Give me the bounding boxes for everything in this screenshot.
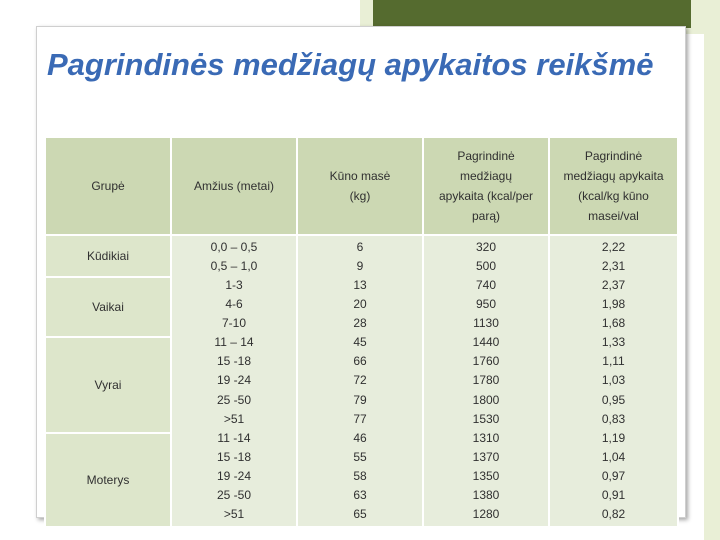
daily-bmr-value: 1280 [472,507,500,522]
daily-bmr-value: 1760 [472,354,500,369]
mass-value: 9 [356,258,364,273]
mass-value: 13 [353,277,367,292]
mass-value: 66 [353,354,367,369]
mass-value: 72 [353,373,367,388]
hourly-bmr-value: 2,37 [601,277,626,292]
header-group: Grupė [45,137,171,235]
age-value: 25 -50 [216,488,252,503]
group-children: Vaikai [46,278,170,339]
hourly-bmr-value: 1,04 [601,449,626,464]
age-value: 4-6 [225,297,243,312]
slide-title: Pagrindinės medžiagų apykaitos reikšmė [47,47,654,82]
age-value: 19 -24 [216,468,252,483]
daily-bmr-value: 1800 [472,392,500,407]
decor-band-right [704,0,720,540]
daily-bmr-value: 1780 [472,373,500,388]
age-value: 0,5 – 1,0 [210,258,258,273]
mass-value: 6 [356,239,364,254]
age-value: 7-10 [221,316,247,331]
daily-bmr-value: 1440 [472,335,500,350]
age-column [171,235,297,527]
mass-column [297,235,423,527]
mass-value: 77 [353,411,367,426]
mass-value: 28 [353,316,367,331]
group-women: Moterys [46,434,170,526]
mass-value: 79 [353,392,367,407]
header-hourly-bmr [549,137,678,235]
daily-bmr-value: 1380 [472,488,500,503]
header-hourly-bmr-text: Pagrindinė medžiagų apykaita (kcal/kg kūno masei/val [563,149,664,223]
daily-bmr-value: 1350 [472,468,500,483]
hourly-bmr-value: 1,33 [601,335,626,350]
mass-value: 46 [353,430,367,445]
header-row [45,137,678,235]
daily-bmr-value: 320 [475,239,497,254]
age-value: 19 -24 [216,373,252,388]
daily-bmr-value: 1370 [472,449,500,464]
age-value: 11 -14 [217,430,251,445]
mass-value: 55 [353,449,367,464]
header-daily-bmr [423,137,549,235]
hourly-bmr-value: 1,03 [601,373,626,388]
header-daily-bmr-text: Pagrindinė medžiagų apykaita (kcal/per parą) [438,149,534,223]
hourly-bmr-value: 0,83 [601,411,626,426]
hourly-bmr-value: 0,91 [601,488,626,503]
hourly-bmr-value: 0,97 [601,468,626,483]
daily-bmr-value: 740 [475,277,497,292]
mass-value: 65 [353,507,367,522]
daily-bmr-value: 500 [475,258,497,273]
header-age: Amžius (metai) [171,137,297,235]
hourly-bmr-value: 1,19 [601,430,626,445]
decor-block-top [373,0,691,28]
group-men: Vyrai [46,338,170,433]
age-value: 11 – 14 [214,335,254,350]
daily-bmr-value: 1130 [473,316,499,331]
mass-value: 45 [353,335,367,350]
daily-bmr-value: 1530 [472,411,500,426]
age-value: 1-3 [225,277,243,292]
hourly-column [549,235,678,527]
hourly-bmr-value: 2,31 [601,258,626,273]
mass-value: 20 [353,297,367,312]
hourly-bmr-value: 1,11 [602,354,625,369]
daily-list [424,238,548,524]
metabolism-table [44,136,679,528]
hourly-list [550,238,677,524]
mass-list [298,238,422,524]
group-infants: Kūdikiai [46,236,170,278]
age-value: >51 [223,507,245,522]
hourly-bmr-value: 2,22 [601,239,626,254]
daily-column [423,235,549,527]
header-mass-text: Kūno masė (kg) [329,169,391,203]
hourly-bmr-value: 0,82 [601,507,626,522]
hourly-bmr-value: 1,68 [601,316,626,331]
age-value: 25 -50 [216,392,252,407]
body-row [45,235,678,527]
daily-bmr-value: 1310 [472,430,500,445]
age-value: >51 [223,411,245,426]
hourly-bmr-value: 0,95 [601,392,626,407]
age-list [172,238,296,524]
mass-value: 63 [353,488,367,503]
age-value: 0,0 – 0,5 [210,239,258,254]
group-column [45,235,171,527]
daily-bmr-value: 950 [475,297,497,312]
header-mass [297,137,423,235]
hourly-bmr-value: 1,98 [601,297,626,312]
mass-value: 58 [353,468,367,483]
age-value: 15 -18 [216,354,252,369]
age-value: 15 -18 [216,449,252,464]
group-stack [46,236,170,526]
